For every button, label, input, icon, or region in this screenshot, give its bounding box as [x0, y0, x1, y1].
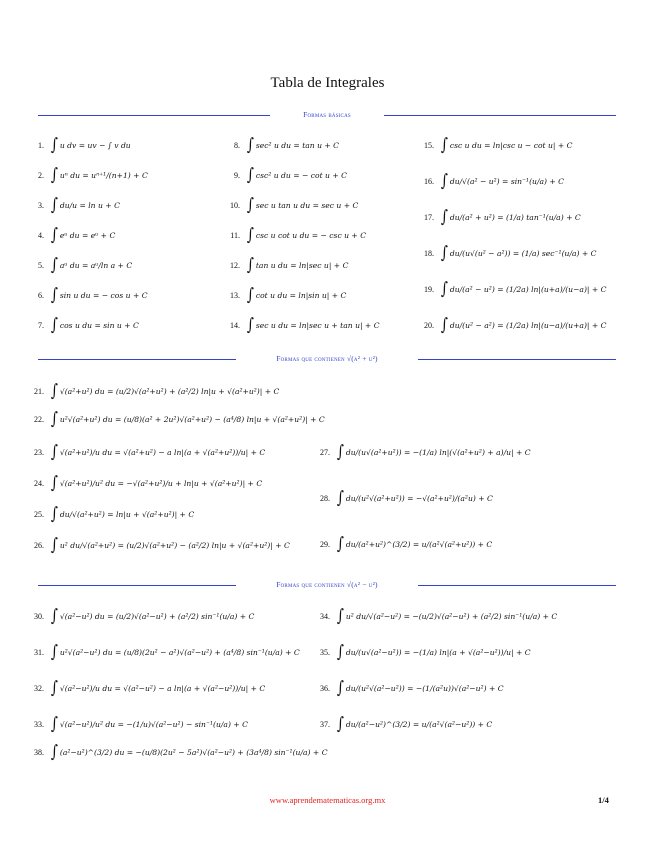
formula-expression: du/(a²+u²)^(3/2) = u/(a²√(a²+u²)) + C — [345, 539, 493, 549]
formula — [50, 284, 148, 305]
integral-sign-icon: ∫ — [336, 677, 344, 698]
formula-expression: √(a²−u²) du = (u/2)√(a²−u²) + (a²/2) sin⁻¹(u/a) + C — [59, 611, 255, 621]
formula-number: 32. — [34, 683, 44, 693]
section-basic — [38, 110, 616, 122]
integral-sign-icon: ∫ — [50, 254, 58, 275]
formula-row — [316, 489, 493, 507]
formula-number: 25. — [34, 509, 44, 519]
formula — [50, 503, 195, 524]
formula — [50, 164, 148, 185]
formula-expression: du/(u² − a²) = (1/2a) ln|(u−a)/(u+a)| + C — [449, 320, 607, 330]
formula-expression: u² du/√(a²−u²) = −(u/2)√(a²−u²) + (a²/2) sin⁻¹(u/a) + C — [345, 611, 558, 621]
formula-row — [420, 208, 581, 226]
formula-expression: cos u du = sin u + C — [59, 320, 139, 330]
formula — [50, 605, 255, 626]
formula — [50, 380, 280, 401]
formula-number: 20. — [424, 320, 434, 330]
integral-sign-icon: ∫ — [336, 713, 344, 734]
formula — [246, 284, 347, 305]
formula-expression: √(a²−u²)/u du = √(a²−u²) − a ln|(a + √(a²−u²))/u| + C — [59, 683, 266, 693]
formula — [336, 533, 493, 554]
integral-sign-icon: ∫ — [50, 472, 58, 493]
formula-row — [420, 280, 606, 298]
formula — [440, 134, 573, 155]
formula — [246, 224, 367, 245]
integral-sign-icon: ∫ — [50, 408, 58, 429]
integral-sign-icon: ∫ — [246, 254, 254, 275]
formula-row — [226, 166, 347, 184]
section-minus — [38, 580, 616, 592]
integral-sign-icon: ∫ — [246, 194, 254, 215]
formula-expression: du/(u√(u² − a²)) = (1/a) sec⁻¹(u/a) + C — [449, 248, 597, 258]
formula — [50, 194, 120, 215]
formula-row — [30, 643, 300, 661]
integral-sign-icon: ∫ — [246, 134, 254, 155]
formula-expression: du/√(a²+u²) = ln|u + √(a²+u²)| + C — [59, 509, 195, 519]
formula-number: 27. — [320, 447, 330, 457]
formula-expression: √(a²−u²)/u² du = −(1/u)√(a²−u²) − sin⁻¹(u/a) + C — [59, 719, 248, 729]
integral-sign-icon: ∫ — [440, 170, 448, 191]
formula-number: 31. — [34, 647, 44, 657]
formula-expression: sec u tan u du = sec u + C — [255, 200, 359, 210]
formula-row — [420, 172, 564, 190]
formula-row — [30, 505, 194, 523]
formula — [50, 254, 133, 275]
formula — [50, 134, 131, 155]
page-number: 1/4 — [598, 795, 609, 805]
formula-number: 4. — [38, 230, 44, 240]
formula-row — [30, 743, 328, 761]
formula-number: 21. — [34, 386, 44, 396]
formula — [50, 472, 263, 493]
integral-sign-icon: ∫ — [336, 441, 344, 462]
formula-expression: (a²−u²)^(3/2) du = −(u/8)(2u² − 5a²)√(a²−u²) + (3a⁴/8) sin⁻¹(u/a) + C — [59, 747, 328, 757]
formula-expression: eᵘ du = eᵘ + C — [59, 230, 116, 240]
formula-expression: du/(u²√(a²−u²)) = −(1/(a²u))√(a²−u²) + C — [345, 683, 504, 693]
footer-url[interactable]: www.aprendematematicas.org.mx — [269, 795, 386, 805]
formula-number: 9. — [234, 170, 240, 180]
section-basic-label: Formas básicas — [303, 110, 351, 119]
formula-number: 38. — [34, 747, 44, 757]
formula-number: 24. — [34, 478, 44, 488]
formula-row — [226, 256, 348, 274]
formula — [50, 534, 290, 555]
formula — [50, 641, 300, 662]
formula-row — [420, 244, 597, 262]
integral-sign-icon: ∫ — [246, 224, 254, 245]
formula — [440, 242, 597, 263]
formula-number: 3. — [38, 200, 44, 210]
integral-sign-icon: ∫ — [246, 314, 254, 335]
formula-row — [30, 715, 248, 733]
formula-number: 2. — [38, 170, 44, 180]
formula-number: 33. — [34, 719, 44, 729]
formula-number: 8. — [234, 140, 240, 150]
formula — [336, 605, 558, 626]
formula-number: 6. — [38, 290, 44, 300]
formula-number: 36. — [320, 683, 330, 693]
formula-number: 5. — [38, 260, 44, 270]
formula-row — [420, 316, 606, 334]
formula-expression: du/(a²−u²)^(3/2) = u/(a²√(a²−u²)) + C — [345, 719, 493, 729]
integral-sign-icon: ∫ — [50, 741, 58, 762]
formula — [50, 408, 325, 429]
formula — [50, 224, 116, 245]
formula — [440, 170, 564, 191]
integral-sign-icon: ∫ — [50, 164, 58, 185]
integral-sign-icon: ∫ — [440, 314, 448, 335]
integral-sign-icon: ∫ — [50, 677, 58, 698]
formula-expression: sec² u du = tan u + C — [255, 140, 339, 150]
integral-sign-icon: ∫ — [50, 441, 58, 462]
formula-number: 18. — [424, 248, 434, 258]
formula — [246, 164, 347, 185]
formula-row — [226, 286, 346, 304]
integral-sign-icon: ∫ — [246, 284, 254, 305]
formula-number: 19. — [424, 284, 434, 294]
formula-expression: u²√(a²−u²) du = (u/8)(2u² − a²)√(a²−u²) + (a⁴/8) sin⁻¹(u/a) + C — [59, 647, 300, 657]
integral-sign-icon: ∫ — [440, 242, 448, 263]
integral-sign-icon: ∫ — [440, 206, 448, 227]
formula-expression: du/(a² + u²) = (1/a) tan⁻¹(u/a) + C — [449, 212, 581, 222]
formula-number: 22. — [34, 414, 44, 424]
formula-number: 14. — [230, 320, 240, 330]
formula-row — [30, 382, 279, 400]
formula-expression: du/√(a² − u²) = sin⁻¹(u/a) + C — [449, 176, 564, 186]
formula-row — [30, 536, 290, 554]
section-plus-label: Formas que contienen √(a² + u²) — [276, 354, 378, 363]
formula-expression: √(a²+u²)/u du = √(a²+u²) − a ln|(a + √(a²+u²))/u| + C — [59, 447, 266, 457]
formula-row — [420, 136, 572, 154]
formula-expression: du/(u²√(a²+u²)) = −√(a²+u²)/(a²u) + C — [345, 493, 493, 503]
formula-expression: aᵘ du = aᵘ/ln a + C — [59, 260, 133, 270]
formula-expression: uⁿ du = uⁿ⁺¹/(n+1) + C — [59, 170, 148, 180]
formula-row — [30, 607, 254, 625]
integral-sign-icon: ∫ — [336, 641, 344, 662]
integral-sign-icon: ∫ — [50, 224, 58, 245]
formula-row — [316, 643, 531, 661]
formula-number: 28. — [320, 493, 330, 503]
formula-number: 26. — [34, 540, 44, 550]
formula-row — [30, 256, 132, 274]
formula — [50, 713, 248, 734]
formula-expression: sin u du = − cos u + C — [59, 290, 148, 300]
integral-sign-icon: ∫ — [336, 487, 344, 508]
formula-number: 15. — [424, 140, 434, 150]
formula-expression: csc u cot u du = − csc u + C — [255, 230, 367, 240]
formula-row — [30, 166, 148, 184]
formula-number: 13. — [230, 290, 240, 300]
formula-row — [226, 196, 358, 214]
formula-row — [30, 196, 120, 214]
integral-sign-icon: ∫ — [440, 278, 448, 299]
formula — [440, 206, 581, 227]
formula-row — [316, 679, 504, 697]
formula-expression: u² du/√(a²+u²) = (u/2)√(a²+u²) − (a²/2) ln|u + √(a²+u²)| + C — [59, 540, 290, 550]
formula-number: 1. — [38, 140, 44, 150]
formula-number: 37. — [320, 719, 330, 729]
formula — [246, 314, 380, 335]
formula-number: 30. — [34, 611, 44, 621]
formula-row — [30, 679, 265, 697]
formula-row — [316, 715, 492, 733]
formula — [50, 441, 266, 462]
formula-row — [226, 226, 366, 244]
formula — [440, 314, 607, 335]
formula-number: 23. — [34, 447, 44, 457]
formula-number: 10. — [230, 200, 240, 210]
integral-sign-icon: ∫ — [50, 641, 58, 662]
formula — [336, 487, 493, 508]
formula — [50, 741, 328, 762]
formula-row — [30, 226, 115, 244]
formula-expression: du/(u√(a²−u²)) = −(1/a) ln|(a + √(a²−u²))/u| + C — [345, 647, 531, 657]
formula — [336, 641, 531, 662]
integral-sign-icon: ∫ — [50, 380, 58, 401]
formula-row — [316, 535, 492, 553]
formula — [246, 194, 359, 215]
integral-sign-icon: ∫ — [50, 284, 58, 305]
formula-expression: csc u du = ln|csc u − cot u| + C — [449, 140, 573, 150]
integral-sign-icon: ∫ — [50, 503, 58, 524]
integral-sign-icon: ∫ — [246, 164, 254, 185]
integral-sign-icon: ∫ — [50, 605, 58, 626]
formula — [336, 441, 531, 462]
formula-expression: tan u du = ln|sec u| + C — [255, 260, 349, 270]
integral-sign-icon: ∫ — [50, 194, 58, 215]
formula-number: 16. — [424, 176, 434, 186]
formula-row — [30, 286, 148, 304]
formula-row — [30, 136, 131, 154]
formula-expression: du/(a² − u²) = (1/2a) ln|(u+a)/(u−a)| + C — [449, 284, 607, 294]
formula-row — [30, 474, 262, 492]
section-plus — [38, 354, 616, 366]
formula-expression: sec u du = ln|sec u + tan u| + C — [255, 320, 380, 330]
formula-row — [226, 136, 339, 154]
integral-sign-icon: ∫ — [440, 134, 448, 155]
formula — [336, 677, 504, 698]
formula-expression: cot u du = ln|sin u| + C — [255, 290, 347, 300]
integral-sign-icon: ∫ — [50, 314, 58, 335]
formula — [246, 254, 349, 275]
formula-expression: √(a²+u²) du = (u/2)√(a²+u²) + (a²/2) ln|u + √(a²+u²)| + C — [59, 386, 280, 396]
formula — [336, 713, 493, 734]
formula-expression: u dv = uv − ∫ v du — [59, 140, 131, 150]
formula-row — [316, 607, 557, 625]
section-minus-label: Formas que contienen √(a² − u²) — [276, 580, 378, 589]
formula-expression: du/(u√(a²+u²)) = −(1/a) ln|(√(a²+u²) + a)/u| + C — [345, 447, 531, 457]
integral-sign-icon: ∫ — [50, 534, 58, 555]
formula-number: 7. — [38, 320, 44, 330]
integral-sign-icon: ∫ — [336, 605, 344, 626]
integral-sign-icon: ∫ — [336, 533, 344, 554]
formula-row — [30, 316, 139, 334]
integral-sign-icon: ∫ — [50, 134, 58, 155]
formula-row — [226, 316, 380, 334]
formula-expression: csc² u du = − cot u + C — [255, 170, 347, 180]
formula — [50, 677, 266, 698]
formula-row — [30, 410, 325, 428]
page-title: Tabla de Integrales — [270, 75, 385, 91]
formula-number: 11. — [230, 230, 240, 240]
integral-sign-icon: ∫ — [50, 713, 58, 734]
formula-number: 17. — [424, 212, 434, 222]
formula-expression: u²√(a²+u²) du = (u/8)(a² + 2u²)√(a²+u²) − (a⁴/8) ln|u + √(a²+u²)| + C — [59, 414, 325, 424]
formula-row — [30, 443, 265, 461]
formula-number: 34. — [320, 611, 330, 621]
formula — [246, 134, 339, 155]
formula-row — [316, 443, 531, 461]
formula-number: 12. — [230, 260, 240, 270]
formula-expression: du/u = ln u + C — [59, 200, 120, 210]
formula-number: 29. — [320, 539, 330, 549]
formula-number: 35. — [320, 647, 330, 657]
formula — [50, 314, 139, 335]
formula — [440, 278, 607, 299]
formula-expression: √(a²+u²)/u² du = −√(a²+u²)/u + ln|u + √(a²+u²)| + C — [59, 478, 263, 488]
